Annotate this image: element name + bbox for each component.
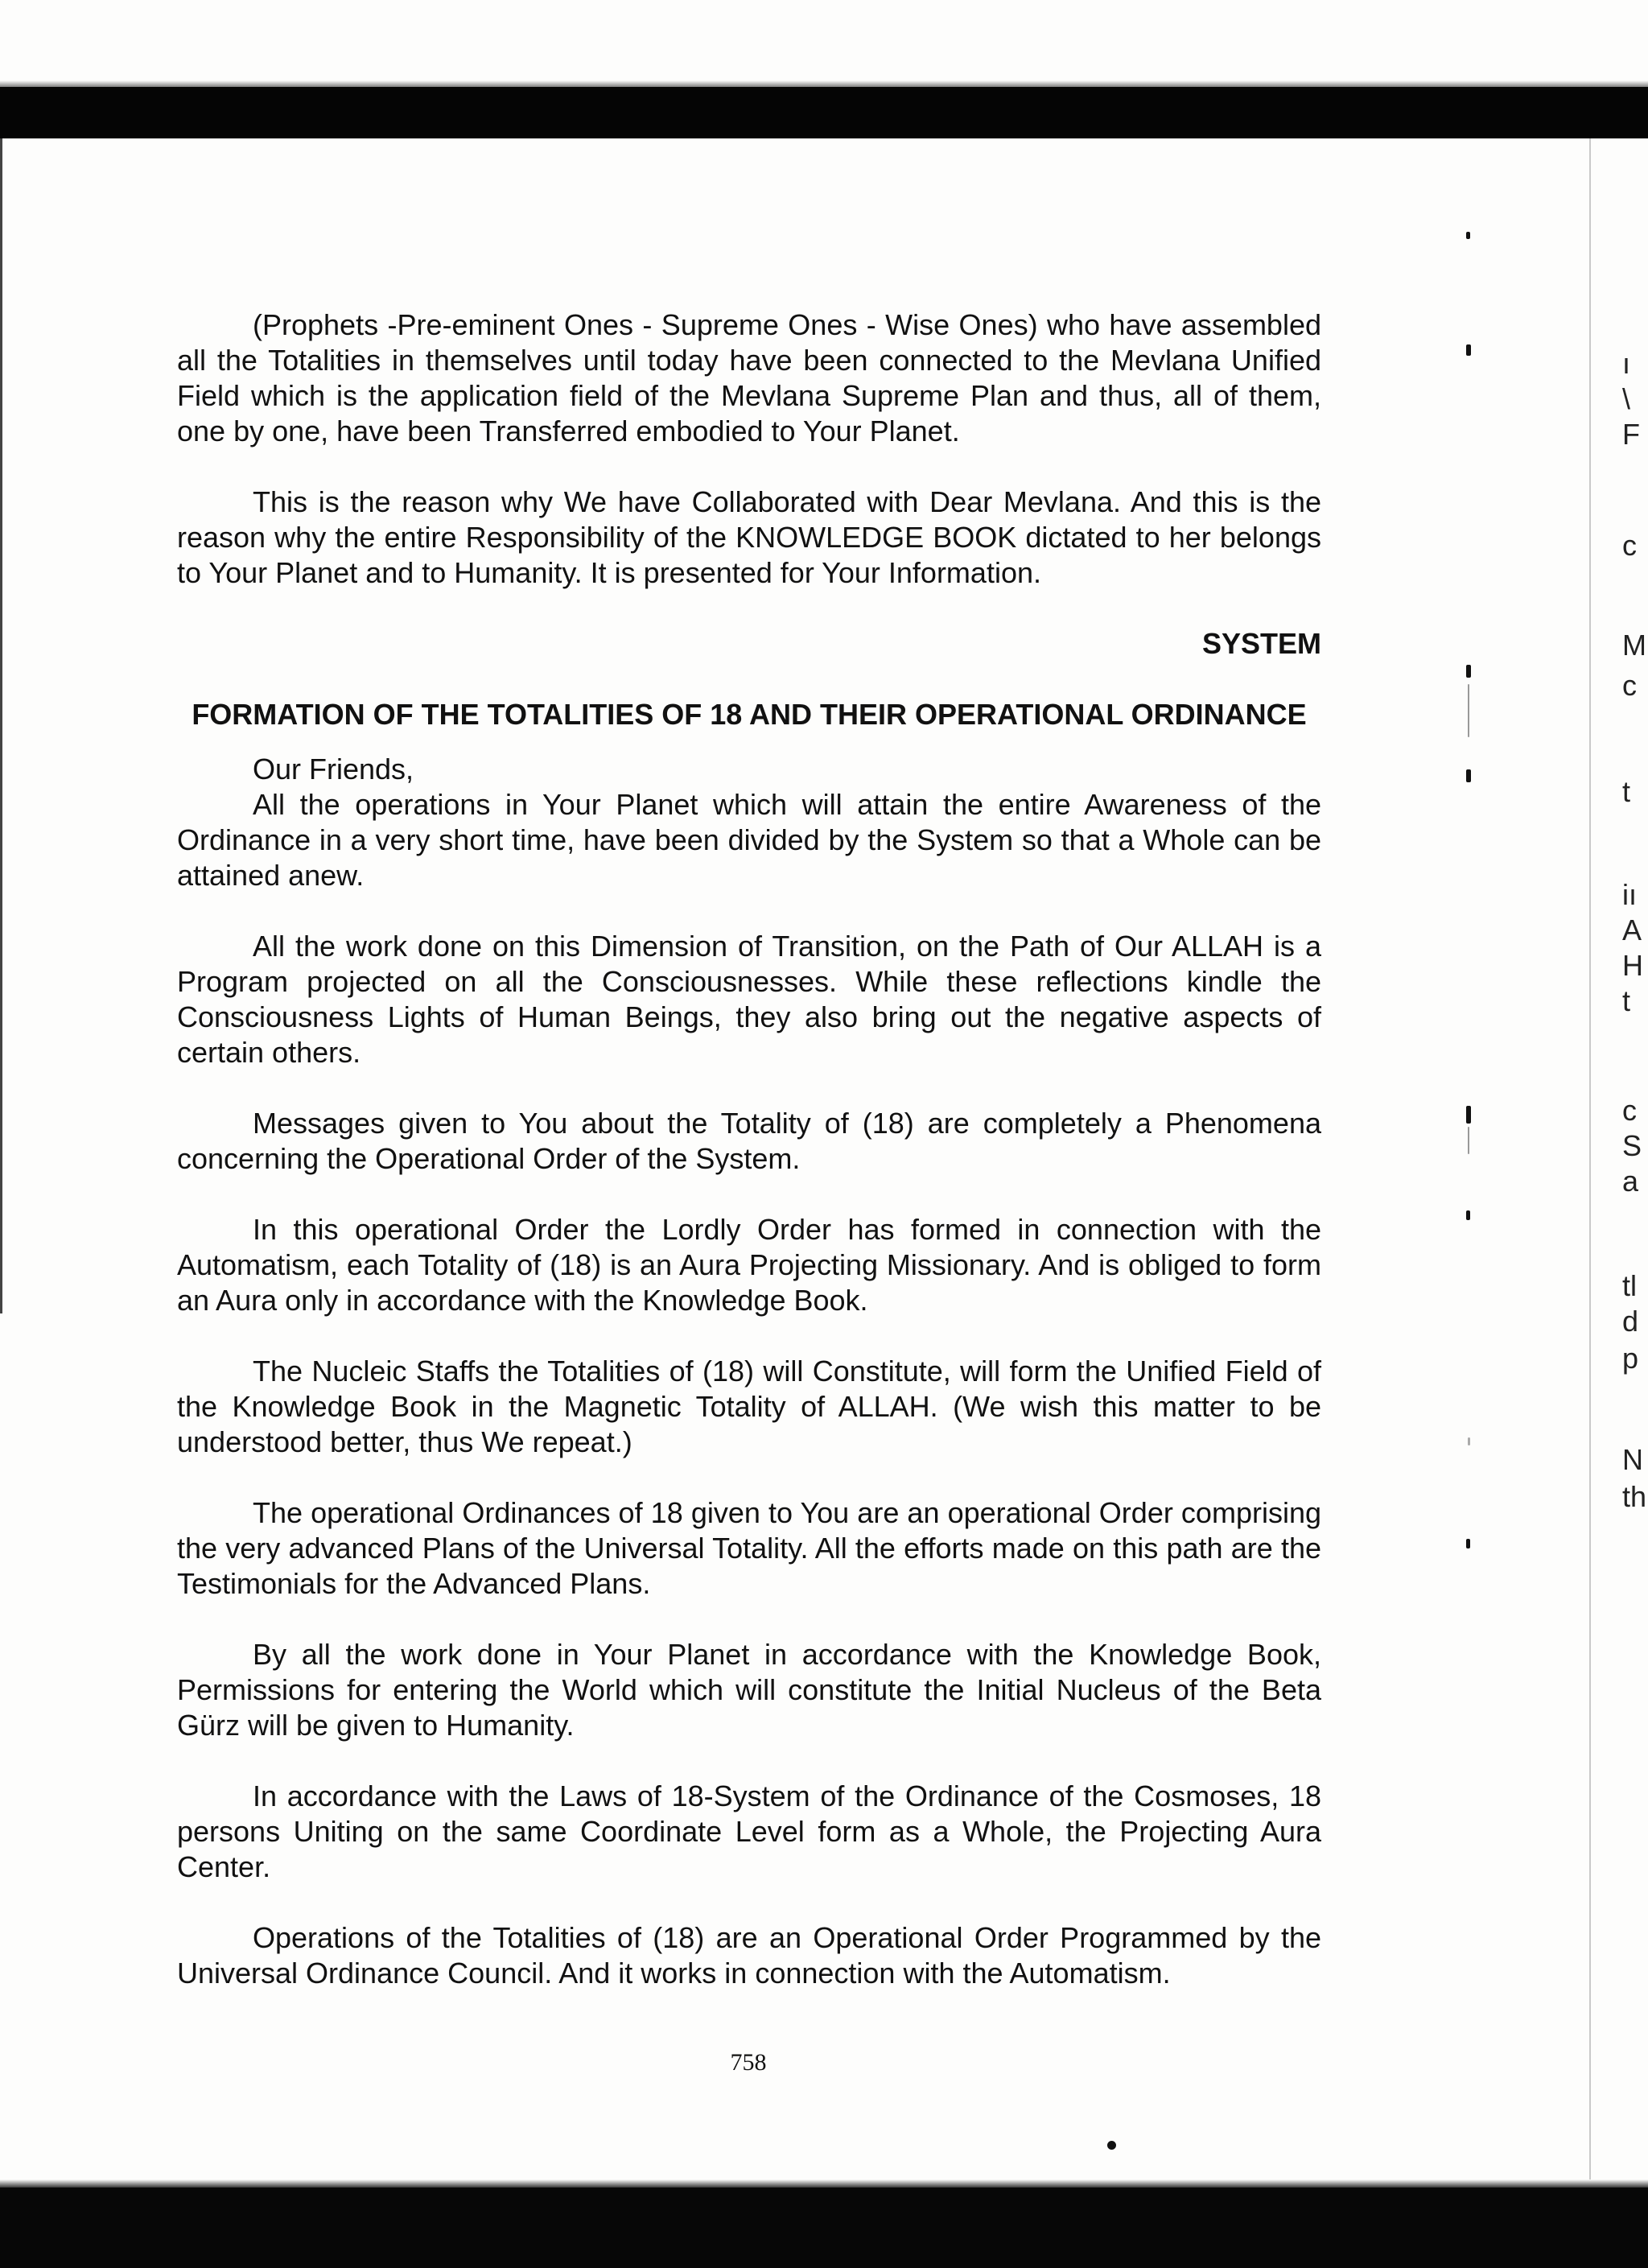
bleed-through-letter: N [1622, 1443, 1643, 1476]
section-heading-formation: FORMATION OF THE TOTALITIES OF 18 AND THEIR OPERATIONAL ORDINANCE [192, 698, 1307, 731]
bleed-through-letter: c [1622, 669, 1637, 702]
scan-speck [1107, 2141, 1116, 2150]
paragraph-6: In this operational Order the Lordly Order has formed in connection with the Automatism, each Totality of (18) is an Aura Projecting Missionary. And is obliged to form an Aura only in accordance with the Knowledge Book. [177, 1213, 1321, 1317]
bleed-through-letter: F [1622, 418, 1640, 451]
scan-speck [1468, 1127, 1469, 1154]
scan-speck [1466, 769, 1471, 782]
salutation: Our Friends, [253, 753, 414, 786]
paragraph-11: Operations of the Totalities of (18) are an Operational Order Programmed by the Universal Ordinance Council. And it works in connection with the Automatism. [177, 1921, 1321, 1990]
bleed-through-letter: ı [1622, 347, 1631, 380]
paragraph-8: The operational Ordinances of 18 given to You are an operational Order comprising the very advanced Plans of the Universal Totality. All the efforts made on this path are the Testimonials for the Advanced Plans. [177, 1496, 1321, 1600]
section-heading-system: SYSTEM [1201, 627, 1321, 660]
paragraph-4: All the work done on this Dimension of Transition, on the Path of Our ALLAH is a Program projected on all the Consciousnesses. While these reflections kindle the Consciousness Lights of Human Beings, they also bring out the negative aspects of certain others. [177, 930, 1321, 1069]
bleed-through-letter: tl [1622, 1269, 1637, 1302]
bleed-through-letter: th [1622, 1480, 1647, 1513]
scan-border-top [0, 87, 1648, 138]
page-body [177, 307, 1321, 2027]
bleed-through-letter: c [1622, 529, 1637, 562]
scan-speck [1468, 684, 1469, 737]
paragraph-2: This is the reason why We have Collaborated with Dear Mevlana. And this is the reason why the entire Responsibility of the KNOWLEDGE BOOK dictated to her belongs to Your Planet and to Humanity. It is presented for Your Information. [177, 485, 1321, 589]
scan-speck [1466, 1539, 1470, 1548]
paragraph-9: By all the work done in Your Planet in accordance with the Knowledge Book, Permissions for entering the World which will constitute the Initial Nucleus of the Beta Gürz will be given to Humanity. [177, 1638, 1321, 1742]
bleed-through-letter: d [1622, 1305, 1639, 1338]
scan-border-bottom [0, 2188, 1648, 2268]
paragraph-5: Messages given to You about the Totality of (18) are completely a Phenomena concerning the Operational Order of the System. [177, 1107, 1321, 1175]
scan-speck [1466, 665, 1471, 678]
paragraph-10: In accordance with the Laws of 18-System of the Ordinance of the Cosmoses, 18 persons Uniting on the same Coordinate Level form as a Whole, the Projecting Aura Center. [177, 1779, 1321, 1883]
paragraph-3: All the operations in Your Planet which will attain the entire Awareness of the Ordinance in a very short time, have been divided by the System so that a Whole can be attained anew. [177, 788, 1321, 892]
bleed-through-letter: t [1622, 775, 1631, 808]
bleed-through-letter: p [1622, 1342, 1639, 1375]
bleed-through-letter: H [1622, 949, 1643, 982]
paragraph-7: The Nucleic Staffs the Totalities of (18) will Constitute, will form the Unified Field of the Knowledge Book in the Magnetic Totality of ALLAH. (We wish this matter to be understood better, thus We repeat.) [177, 1355, 1321, 1458]
bleed-through-letter: iı [1622, 878, 1637, 911]
bleed-through-letter: a [1622, 1165, 1639, 1198]
scan-speck [1466, 344, 1471, 356]
bleed-through-letter: S [1622, 1129, 1642, 1162]
scan-speck [1466, 232, 1470, 239]
page-gutter [1589, 138, 1591, 2183]
bleed-through-letter: c [1622, 1094, 1637, 1127]
scan-speck [1468, 1437, 1470, 1445]
paragraph-1: (Prophets -Pre-eminent Ones - Supreme Ones - Wise Ones) who have assembled all the Totalities in themselves until today have been connected to the Mevlana Unified Field which is the application field of the Mevlana Supreme Plan and thus, all of them, one by one, have been Transferred embodied to Your Planet. [177, 308, 1321, 447]
scan-speck [1466, 1106, 1471, 1124]
page-number: 758 [730, 2049, 767, 2076]
scan-speck [1466, 1210, 1470, 1220]
bleed-through-letter: \ [1622, 382, 1631, 415]
bleed-through-letter: A [1622, 913, 1642, 946]
bleed-through-letter: t [1622, 984, 1631, 1017]
bleed-through-letter: M [1622, 629, 1646, 662]
scan-edge-left [0, 138, 2, 1313]
